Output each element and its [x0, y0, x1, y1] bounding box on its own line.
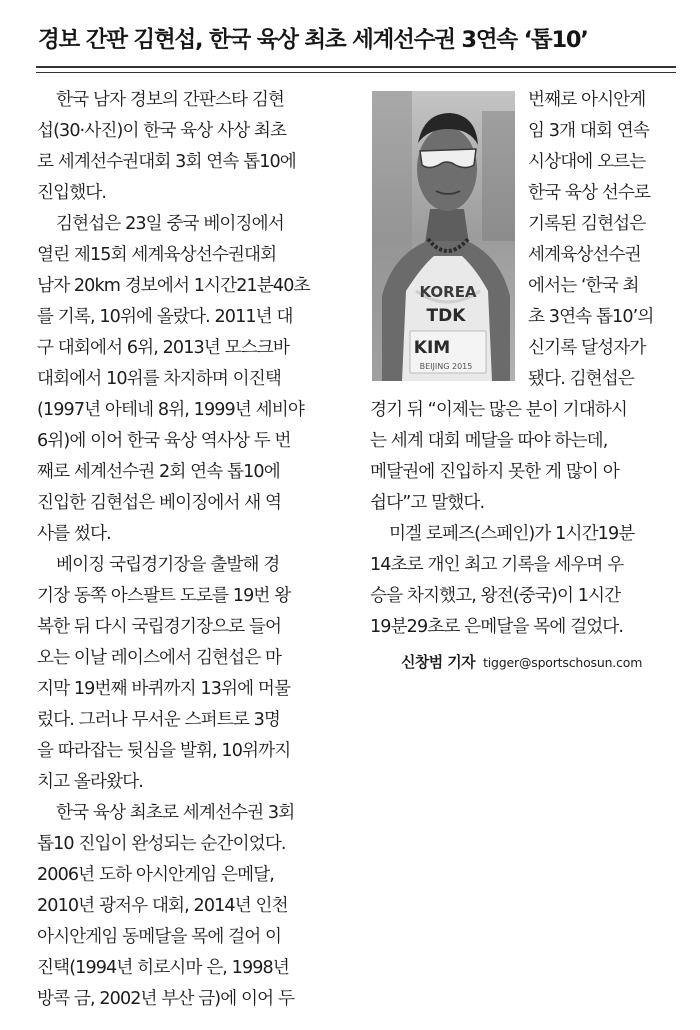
- paragraph-line: 기록된 김현섭은: [528, 214, 646, 234]
- paragraph-line: 아시안게임 동메달을 목에 걸어 이: [37, 927, 282, 947]
- paragraph-line: 남자 20km 경보에서 1시간21분40초: [37, 276, 310, 296]
- reporter-name: 신창범 기자: [401, 653, 476, 671]
- paragraph-line: 치고 올라왔다.: [37, 772, 143, 792]
- paragraph-line: 한국 육상 선수로: [528, 183, 651, 203]
- paragraph-line: 를 기록, 10위에 올랐다. 2011년 대: [37, 307, 293, 327]
- paragraph-line: 에서는 ‘한국 최: [528, 276, 639, 296]
- jersey-brand-text: KOREA: [419, 283, 477, 301]
- paragraph-line: 지막 19번째 바퀴까지 13위에 머물: [37, 679, 291, 699]
- paragraph-line: 복한 뒤 다시 국립경기장으로 들어: [37, 617, 282, 637]
- paragraph-line: 신기록 달성자가: [528, 338, 646, 358]
- paragraph-line: 는 세계 대회 메달을 따야 하는데,: [370, 431, 608, 451]
- bib-event-text: BEIJING 2015: [419, 362, 473, 371]
- paragraph-line: 19분29초로 은메달을 목에 걸었다.: [370, 617, 624, 637]
- paragraph-line: 한국 육상 최초로 세계선수권 3회: [56, 803, 295, 823]
- reporter-email: tigger@sportschosun.com: [483, 655, 643, 670]
- paragraph-line: 승을 차지했고, 왕전(중국)이 1시간: [370, 586, 621, 606]
- paragraph-line: 사를 썼다.: [37, 524, 111, 544]
- jersey-sponsor-text: TDK: [426, 306, 466, 326]
- paragraph-line: 시상대에 오르는: [528, 152, 646, 172]
- bib-name-text: KIM: [413, 338, 451, 358]
- byline: [401, 651, 642, 672]
- paragraph-line: 열린 제15회 세계육상선수권대회: [37, 245, 277, 265]
- paragraph-line: 진입했다.: [37, 183, 107, 203]
- paragraph-line: 진택(1994년 히로시마 은, 1998년: [37, 958, 289, 978]
- paragraph-line: 김현섭은 23일 중국 베이징에서: [56, 214, 284, 234]
- paragraph-line: 번째로 아시안게: [528, 90, 646, 110]
- paragraph-line: 경기 뒤 “이제는 많은 분이 기대하시: [370, 400, 628, 420]
- paragraph-line: 2006년 도하 아시안게임 은메달,: [37, 865, 274, 885]
- paragraph-line: 미겔 로페즈(스페인)가 1시간19분: [389, 524, 635, 544]
- paragraph-line: 섭(30·사진)이 한국 육상 사상 최초: [37, 121, 287, 141]
- paragraph-line: 초 3연속 톱10’의: [528, 307, 654, 327]
- paragraph-line: 오는 이날 레이스에서 김현섭은 마: [37, 648, 282, 668]
- athlete-photo-art: [372, 91, 515, 381]
- paragraph-line: 렀다. 그러나 무서운 스퍼트로 3명: [37, 710, 281, 730]
- paragraph-line: 톱10 진입이 완성되는 순간이었다.: [37, 834, 286, 854]
- paragraph-line: 됐다. 김현섭은: [528, 369, 634, 389]
- paragraph-line: 2010년 광저우 대회, 2014년 인천: [37, 896, 288, 916]
- paragraph-line: 베이징 국립경기장을 출발해 경: [56, 555, 280, 575]
- paragraph-line: 째로 세계선수권 2회 연속 톱10에: [37, 462, 280, 482]
- paragraph-line: (1997년 아테네 8위, 1999년 세비야: [37, 400, 304, 420]
- headline-rule-thin: [36, 72, 676, 73]
- paragraph-line: 대회에서 10위를 차지하며 이진택: [37, 369, 281, 389]
- athlete-photo: [372, 91, 515, 381]
- paragraph-line: 메달권에 진입하지 못한 게 많이 아: [370, 462, 619, 482]
- paragraph-line: 구 대회에서 6위, 2013년 모스크바: [37, 338, 289, 358]
- paragraph-line: 진입한 김현섭은 베이징에서 새 역: [37, 493, 282, 513]
- paragraph-line: 로 세계선수권대회 3회 연속 톱10에: [37, 152, 296, 172]
- paragraph-line: 14초로 개인 최고 기록을 세우며 우: [370, 555, 624, 575]
- headline-rule: [36, 66, 676, 68]
- paragraph-line: 한국 남자 경보의 간판스타 김현: [56, 90, 285, 110]
- article-headline: 경보 간판 김현섭, 한국 육상 최초 세계선수권 3연속 ‘톱10’: [38, 27, 588, 53]
- paragraph-line: 6위)에 이어 한국 육상 역사상 두 번: [37, 431, 291, 451]
- paragraph-line: 방콕 금, 2002년 부산 금)에 이어 두: [37, 989, 295, 1009]
- paragraph-line: 임 3개 대회 연속: [528, 121, 649, 141]
- paragraph-line: 을 따라잡는 뒷심을 발휘, 10위까지: [37, 741, 291, 761]
- paragraph-line: 세계육상선수권: [528, 245, 641, 265]
- paragraph-line: 기장 동쪽 아스팔트 도로를 19번 왕: [37, 586, 291, 606]
- paragraph-line: 쉽다”고 말했다.: [370, 493, 485, 513]
